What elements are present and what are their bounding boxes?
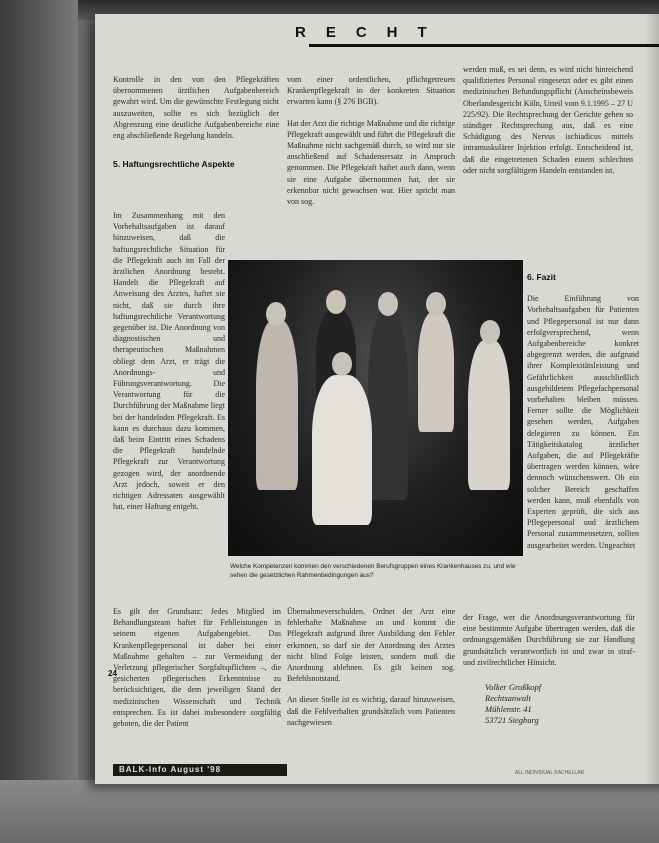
person-figure bbox=[368, 310, 408, 500]
author-street: Mühlenstr. 41 bbox=[485, 704, 532, 714]
paragraph: Hat der Arzt die richtige Maßnahme und die richtige Pflegekraft ausgewählt und führt die Pflegekraft die Maßnahme nicht sachgemäß durch, so wird nur sie anschließend auf Schadensersatz in Anspruch genommen. Die Pflegekraft haftet auch dann, wenn sie eine Aufgabe übernommen hat, der sie erkennbar nicht gewachsen war. Hier spricht man von sog. bbox=[287, 118, 455, 207]
publication-footer: BALK-Info August '98 bbox=[113, 764, 287, 776]
person-figure bbox=[312, 375, 372, 525]
footer-note: ALL INDIVIDUAL KACHELLAR bbox=[515, 770, 585, 776]
paragraph: werden muß, es sei denn, es wird nicht hinreichend qualifiziertes Personal eingesetzt oder es gibt einen medizinischen Befundungspflicht (Anscheinsbeweis Oberlandesgericht Köln, Urteil vom 9.1.1995 – 27 U 225/92). Die Rechtsprechung der Gerichte gehen so ständiger Rechtsprechung aus, daß es eine Schädigung des Nervus ischiadicus mittels intramuskulärer Injektion erfolgt. Entscheidend ist, daß die eingetretenen Schaden einem schlechten oder nicht sorgfältigem Handeln entstanden ist. bbox=[463, 65, 633, 175]
magazine-page bbox=[95, 14, 659, 784]
author-name: Volker Großkopf bbox=[485, 682, 542, 692]
column-2-top bbox=[287, 74, 455, 217]
author-city: 53721 Siegburg bbox=[485, 715, 539, 725]
paragraph: vom einer ordentlichen, pflichtgetreuen Krankenpflegekraft in der konkreten Situation erwarten kann (§ 276 BGB). bbox=[287, 75, 455, 107]
page-number: 24 bbox=[108, 669, 117, 678]
team-photo bbox=[228, 260, 523, 556]
photo-caption: Welche Kompetenzen kommen den verschiedenen Berufsgruppen eines Krankenhauses zu, und wie sehen die gesetzlichen Rahmenbedingungen aus? bbox=[230, 563, 516, 579]
column-1-mid bbox=[113, 210, 225, 522]
heading-fazit: 6. Fazit bbox=[527, 272, 556, 282]
person-head bbox=[426, 292, 446, 316]
column-1-top bbox=[113, 74, 279, 180]
author-signature bbox=[485, 682, 541, 726]
person-figure bbox=[418, 312, 454, 432]
column-3-top bbox=[463, 64, 633, 186]
column-3-mid bbox=[527, 272, 639, 561]
person-head bbox=[378, 292, 398, 316]
page-shadow bbox=[645, 14, 659, 784]
person-head bbox=[480, 320, 500, 344]
person-head bbox=[266, 302, 286, 326]
section-title: RECHT bbox=[295, 24, 447, 41]
heading-haftung: 5. Haftungsrechtliche Aspekte bbox=[113, 159, 235, 170]
person-figure bbox=[256, 320, 298, 490]
header-rule bbox=[309, 44, 659, 47]
author-role: Rechtsanwalt bbox=[485, 693, 531, 703]
paragraph: Es gilt der Grundsatz: Jedes Mitglied im Behandlungsteam haftet für Fehlleistungen in seinem eigenen Aufgabengebiet. Das Krankenpflegepersonal ist daher bei einer Maßnahme gehalten – zur Vermeidung der Verletzung pflegerischer Sorgfaltspflichten –, die gesicherten pflegerischen Erkenntnisse zu berücksichtigen, die dem jeweiligen Stand der medizinischen Wissenschaft und Technik entsprechen. Es ist dabei insbesondere sorgfältig geboten, die der Patient bbox=[113, 607, 281, 729]
person-head bbox=[326, 290, 346, 314]
column-2-bottom bbox=[287, 606, 455, 738]
scan-border-left bbox=[0, 0, 78, 843]
paragraph: Kontrolle in den von den Pflegekräften übernommenen ärztlichen Aufgabenbereich gewahrt wird. Um die gewünschte Festlegung nicht auszuweiten, sollte es sich bezüglich der Abgrenzung eine deutliche Aufgabenbereiche eine eng abschließende Regelung handeln. bbox=[113, 75, 279, 141]
scan-border-bottom bbox=[0, 780, 659, 843]
person-head bbox=[332, 352, 352, 376]
paragraph: der Frage, wer die Anordnungsverantwortung für eine bestimmte Aufgabe übertragen werden, daß die ordnungsgemäßen Durchführung sie zur Handlung grundsätzlich verantwortlich ist und zwar in straf- und zivilrechtlicher Hinsicht. bbox=[463, 613, 635, 667]
column-3-bottom bbox=[463, 612, 635, 678]
paragraph: An dieser Stelle ist es wichtig, darauf hinzuweisen, daß die Fehlverhalten grundsätzlich vom Patienten nachgewiesen bbox=[287, 695, 455, 727]
column-1-bottom bbox=[113, 606, 281, 739]
person-figure bbox=[468, 340, 510, 490]
paragraph: Übernahmeverschulden. Ordnet der Arzt eine fehlerhafte Maßnahme an und kommt die Pflegekraft aufgrund ihrer Ausbildung den Fehler erkennen, so darf sie der Anordnung des Arztes nicht blind Folge leisten, sondern muß die Anordnung ablehnen. Es gilt keinen sog. Befehlsnotstand. bbox=[287, 607, 455, 684]
paragraph: Im Zusammenhang mit den Vorbehaltsaufgaben ist darauf hinzuweisen, daß die haftungsrechtliche Situation für die Pflegekraft auch im Fall der ärztlichen Anordnung besteht. Handelt die Pflegekraft auf Anweisung des Arztes, haftet sie nicht, daß sie durch ihre haftungsrechtliche Verantwortung gegenüber ist. Die Anordnung von diagnostischen und therapeutischen Maßnahmen obliegt dem Arzt, er trägt die Anordnungs- und Führungsverantwortung. Die Verantwortung für die Durchführung der Maßnahme liegt bei der handelnden Pflegekraft. Es kann es durchaus dazu kommen, daß beim Eintritt eines Schadens die Pflegekraft handelnde Pflegekraft zur Verantwortung gezogen wird, der anordnende Arzt jedoch, soweit er den richtigen Adressaten ausgewählt hat, einer Haftung entgeht. bbox=[113, 211, 225, 512]
paragraph: Die Einführung von Vorbehaltsaufgaben für Patienten und Pflegepersonal ist nur dann erfolgversprechend, wenn Aufgabenbereiche konkret abgegrenzt werden, die aufgrund ihrer Komplexitätsleistung und Gefährlichkeit ausschließlich ausgebildetem Pflegefachpersonal vorbehalten bleiben müssen. Ferner sollte die Möglichkeit gesehen werden, Aufgaben delegieren zu können. Ein Tätigkeitskatalog ärztlicher Aufgaben, die auf Pflegekräfte übertragen werden können, wäre dennoch wünschenswert. Ob ein solcher Bereich geschaffen werden kann, muß ebenfalls von Experten geprüft, die sich aus Pflegepersonal und ärztlichem Personal zusammensetzen, sollten ausgearbeitet werden. Ungeachtet bbox=[527, 294, 639, 550]
